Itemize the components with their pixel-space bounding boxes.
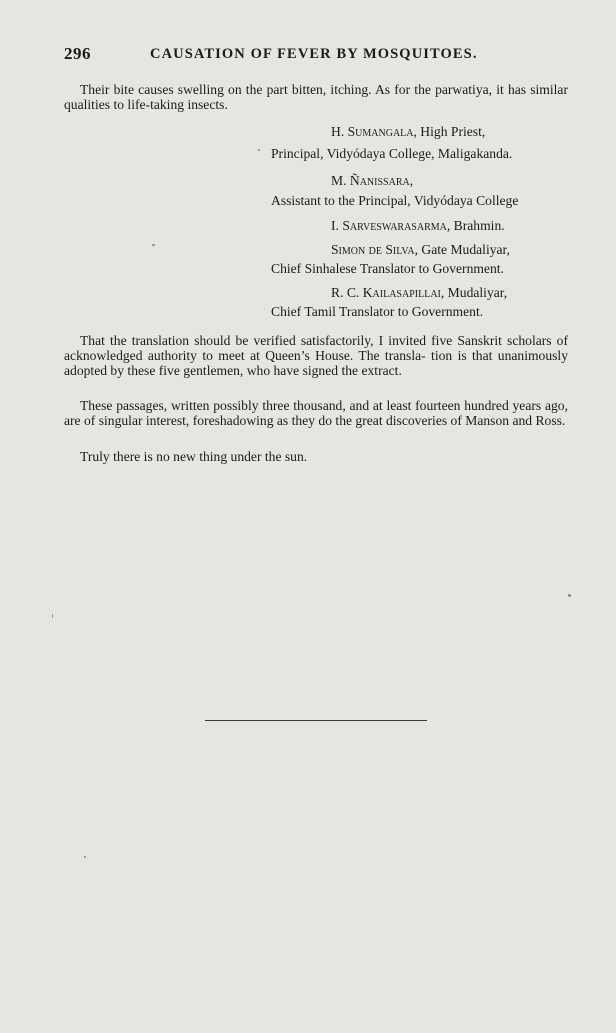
running-title: CAUSATION OF FEVER BY MOSQUITOES. bbox=[150, 46, 478, 62]
signature-3-title: Brahmin. bbox=[450, 218, 505, 233]
signature-5-name: R. C. Kailasapillai, bbox=[331, 285, 445, 300]
page-speck bbox=[568, 594, 571, 597]
page-header bbox=[64, 44, 564, 66]
signature-1-name: H. Sumangala, bbox=[331, 124, 417, 139]
signature-2-name-line bbox=[331, 173, 413, 189]
page-speck bbox=[52, 614, 53, 618]
page-speck bbox=[84, 856, 86, 858]
end-rule bbox=[205, 720, 427, 721]
body-paragraph-3: Truly there is no new thing under the sun. bbox=[80, 449, 308, 464]
signature-2-affiliation: Assistant to the Principal, Vidyódaya College bbox=[271, 193, 519, 208]
signature-5-name-line bbox=[331, 285, 507, 301]
signature-4-title: Gate Mudaliyar, bbox=[418, 242, 510, 257]
body-paragraph-1: That the translation should be verified satisfactorily, I invited five Sanskrit scholars of acknowledged authority to meet at Queen’s House. The transla- tion is that unanimously adopted by these five gentlemen, who have signed the extract. bbox=[64, 333, 568, 379]
body-paragraph-2: These passages, written possibly three thousand, and at least fourteen hundred years ago, are of singular interest, foreshadowing as they do the great discoveries of Manson and Ross. bbox=[64, 398, 568, 429]
page-number: 296 bbox=[64, 44, 91, 63]
page-speck bbox=[152, 244, 155, 246]
signature-1-affiliation: Principal, Vidyódaya College, Maligakanda. bbox=[271, 146, 513, 161]
signature-4-affiliation: Chief Sinhalese Translator to Government. bbox=[271, 261, 504, 276]
signature-1-title: High Priest, bbox=[416, 124, 486, 139]
signature-4-name: Simon de Silva, bbox=[331, 242, 418, 257]
signature-3-name-line bbox=[331, 218, 505, 234]
signature-1-name-line bbox=[331, 124, 485, 140]
signature-3-name: I. Sarveswarasarma, bbox=[331, 218, 451, 233]
opening-paragraph: Their bite causes swelling on the part bitten, itching. As for the parwatiya, it has similar qualities to life-taking insects. bbox=[64, 82, 568, 113]
signature-5-title: Mudaliyar, bbox=[444, 285, 508, 300]
page-speck bbox=[258, 149, 260, 151]
signature-4-name-line bbox=[331, 242, 510, 258]
signature-5-affiliation: Chief Tamil Translator to Government. bbox=[271, 304, 484, 319]
signature-2-name: M. Ñanissara, bbox=[331, 173, 414, 188]
